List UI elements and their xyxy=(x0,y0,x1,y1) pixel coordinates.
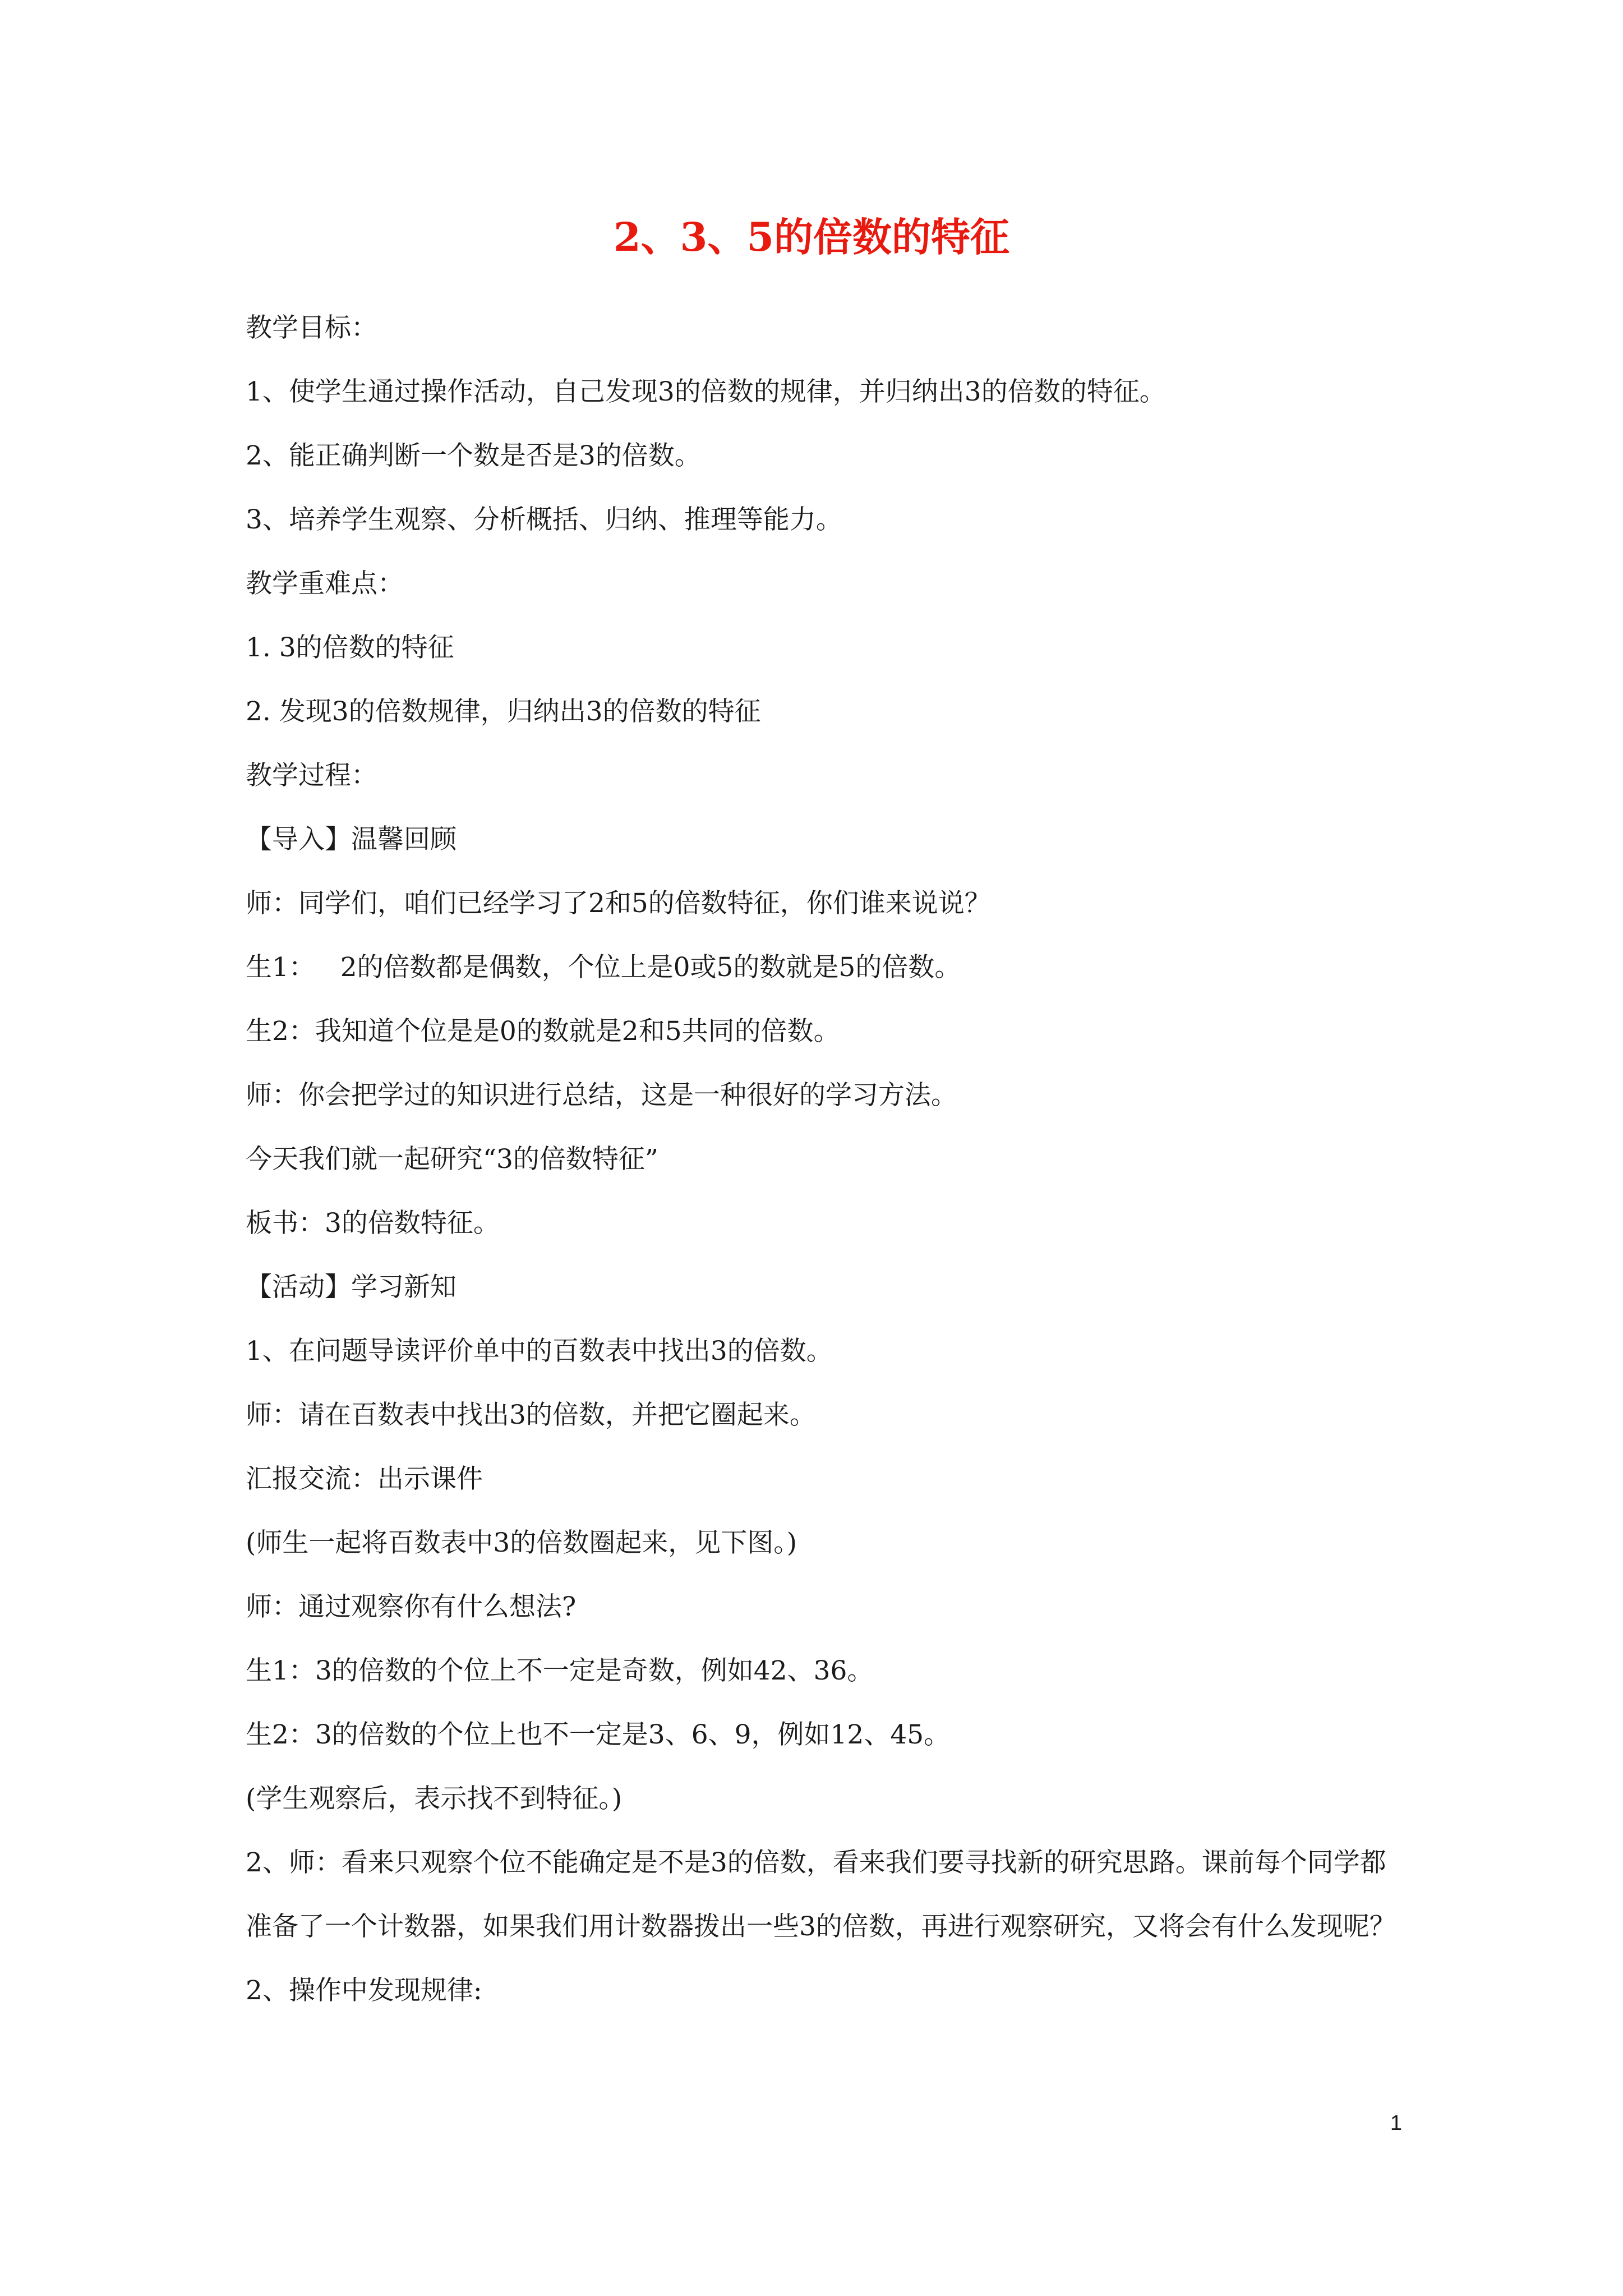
paragraph: 生2：我知道个位是是0的数就是2和5共同的倍数。 xyxy=(246,1016,840,1047)
paragraph: 2、师：看来只观察个位不能确定是不是3的倍数，看来我们要寻找新的研究思路。课前每个同学都准备了一个计数器，如果我们用计数器拨出一些3的倍数，再进行观察研究，又将会有什么发现呢？ xyxy=(246,1847,1396,1942)
paragraph: 1、在问题导读评价单中的百数表中找出3的倍数。 xyxy=(246,1336,833,1366)
paragraph: 【活动】学习新知 xyxy=(246,1272,457,1303)
paragraph: 生2：3的倍数的个位上也不一定是3、6、9，例如12、45。 xyxy=(246,1719,951,1750)
document-body xyxy=(246,296,1401,2023)
paragraph: 汇报交流：出示课件 xyxy=(246,1464,483,1494)
paragraph: 师：你会把学过的知识进行总结，这是一种很好的学习方法。 xyxy=(246,1080,957,1111)
paragraph: 2、能正确判断一个数是否是3的倍数。 xyxy=(246,440,701,471)
paragraph: 师：通过观察你有什么想法? xyxy=(246,1591,577,1622)
paragraph: 3、培养学生观察、分析概括、归纳、推理等能力。 xyxy=(246,504,842,535)
paragraph: 教学过程： xyxy=(246,760,377,791)
paragraph: 1、使学生通过操作活动，自己发现3的倍数的规律，并归纳出3的倍数的特征。 xyxy=(246,376,1166,407)
paragraph: 板书：3的倍数特征。 xyxy=(246,1208,500,1239)
paragraph: 师：请在百数表中找出3的倍数，并把它圈起来。 xyxy=(246,1400,816,1430)
paragraph: 1. 3的倍数的特征 xyxy=(246,632,454,663)
paragraph: 生1： 2的倍数都是偶数，个位上是0或5的数就是5的倍数。 xyxy=(246,952,961,983)
paragraph: 【导入】温馨回顾 xyxy=(246,824,457,855)
paragraph: 教学目标： xyxy=(246,312,377,343)
page-number: 1 xyxy=(1390,2111,1402,2135)
paragraph: 生1：3的倍数的个位上不一定是奇数，例如42、36。 xyxy=(246,1655,874,1686)
paragraph: 2、操作中发现规律: xyxy=(246,1975,482,2006)
paragraph: 师：同学们，咱们已经学习了2和5的倍数特征，你们谁来说说？ xyxy=(246,888,991,919)
paragraph: (学生观察后，表示找不到特征。) xyxy=(246,1783,623,1814)
paragraph: (师生一起将百数表中3的倍数圈起来，见下图。) xyxy=(246,1527,797,1558)
paragraph: 2. 发现3的倍数规律，归纳出3的倍数的特征 xyxy=(246,696,761,727)
paragraph: 教学重难点： xyxy=(246,568,404,599)
document-title: 2、3、5的倍数的特征 xyxy=(613,214,1010,260)
paragraph: 今天我们就一起研究“3的倍数特征” xyxy=(246,1144,658,1175)
